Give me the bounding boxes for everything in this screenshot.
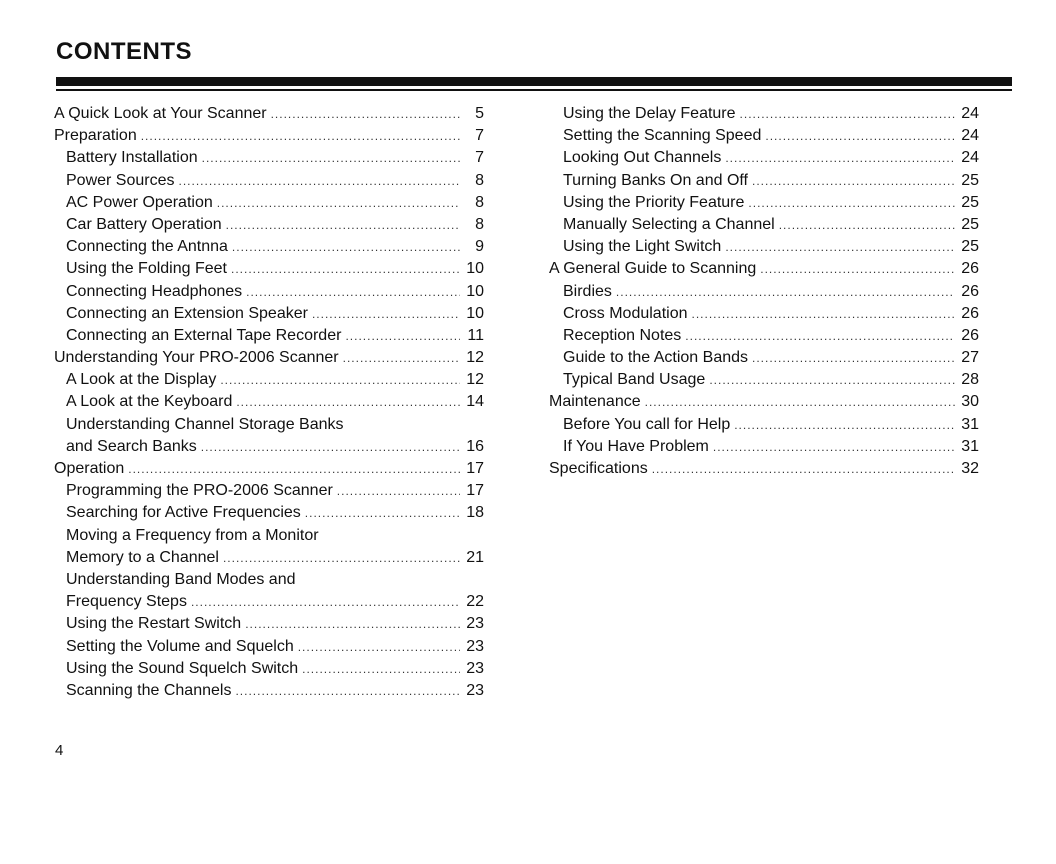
toc-entry-page: 28 (961, 371, 979, 389)
toc-entry-label: Manually Selecting a Channel (563, 215, 775, 233)
toc-entry-label: If You Have Problem (563, 437, 709, 455)
dot-leader (226, 214, 460, 236)
toc-entry-page: 8 (475, 193, 484, 211)
toc-entry-page: 32 (961, 460, 979, 477)
toc-entry[interactable] (52, 547, 484, 569)
dot-leader (734, 414, 955, 436)
toc-entry[interactable] (547, 303, 979, 325)
toc-entry[interactable] (547, 369, 979, 391)
toc-entry[interactable] (547, 458, 979, 480)
toc-entry-page: 23 (466, 681, 484, 699)
toc-entry-label: Typical Band Usage (563, 371, 706, 389)
dot-leader (201, 436, 460, 458)
toc-entry[interactable] (52, 281, 484, 303)
toc-entry[interactable] (52, 325, 484, 347)
toc-entry[interactable] (52, 369, 484, 391)
dot-leader (765, 125, 955, 147)
toc-entry-page: 14 (466, 393, 484, 411)
toc-entry[interactable] (52, 347, 484, 369)
toc-entry[interactable] (52, 414, 484, 436)
toc-entry-label: Maintenance (549, 393, 641, 411)
toc-entry-page: 12 (466, 371, 484, 389)
dot-leader (760, 258, 955, 280)
toc-entry-label: Connecting Headphones (66, 282, 243, 300)
toc-entry-label: Using the Light Switch (563, 238, 722, 256)
toc-entry-page: 30 (961, 393, 979, 411)
toc-entry[interactable] (547, 236, 979, 258)
dot-leader (298, 636, 460, 658)
toc-entry-page: 10 (466, 304, 484, 322)
toc-entry-label: Understanding Channel Storage Banks (66, 415, 344, 433)
toc-entry[interactable] (547, 414, 979, 436)
toc-entry-label: Looking Out Channels (563, 149, 722, 167)
toc-entry-page: 24 (961, 149, 979, 167)
toc-entry-page: 25 (961, 238, 979, 256)
toc-entry-label: Setting the Scanning Speed (563, 127, 762, 145)
dot-leader (141, 125, 460, 147)
toc-entry[interactable] (52, 214, 484, 236)
toc-entry-page: 25 (961, 171, 979, 189)
toc-entry[interactable] (52, 125, 484, 147)
toc-entry-label: Guide to the Action Bands (563, 349, 749, 367)
toc-entry[interactable] (52, 236, 484, 258)
toc-entry-label: Understanding Band Modes and (66, 570, 296, 588)
toc-entry-page: 31 (961, 437, 979, 455)
dot-leader (191, 591, 460, 613)
toc-entry[interactable] (52, 636, 484, 658)
toc-entry-label: A Look at the Keyboard (66, 393, 233, 411)
toc-entry-page: 26 (961, 326, 979, 344)
toc-entry-label: Using the Delay Feature (563, 105, 736, 122)
toc-entry-label: Searching for Active Frequencies (66, 504, 301, 522)
header-rule-thin (56, 89, 1012, 91)
toc-entry[interactable] (547, 170, 979, 192)
toc-entry-label: Before You call for Help (563, 415, 731, 433)
toc-entry-page: 11 (467, 326, 484, 344)
dot-leader (179, 170, 461, 192)
dot-leader (692, 303, 956, 325)
toc-entry-label: Using the Folding Feet (66, 260, 227, 278)
toc-entry-page: 17 (466, 482, 484, 500)
toc-entry-label: Scanning the Channels (66, 681, 232, 699)
toc-entry[interactable] (52, 170, 484, 192)
toc-entry[interactable] (547, 347, 979, 369)
toc-entry-label: Using the Restart Switch (66, 615, 242, 633)
toc-entry-page: 31 (961, 415, 979, 433)
toc-entry-page: 16 (466, 437, 484, 455)
toc-entry[interactable] (547, 325, 979, 347)
toc-entry[interactable] (547, 391, 979, 413)
dot-leader (235, 680, 460, 702)
toc-entry-page: 10 (466, 282, 484, 300)
dot-leader (752, 347, 955, 369)
dot-leader (271, 103, 460, 125)
dot-leader (343, 347, 460, 369)
toc-entry[interactable] (52, 502, 484, 524)
toc-entry-page: 8 (475, 215, 484, 233)
dot-leader (246, 281, 460, 303)
page-number: 4 (55, 742, 64, 759)
toc-entry-page: 8 (475, 171, 484, 189)
toc-entry[interactable] (547, 147, 979, 169)
toc-entry-page: 24 (961, 105, 979, 122)
toc-entry[interactable] (547, 281, 979, 303)
toc-entry-page: 7 (475, 149, 484, 167)
toc-entry[interactable] (52, 658, 484, 680)
toc-entry-page: 23 (466, 637, 484, 655)
toc-entry-label: A General Guide to Scanning (549, 260, 757, 278)
toc-entry-page: 12 (466, 349, 484, 367)
toc-entry-label: and Search Banks (66, 437, 197, 455)
toc-entry-label: Setting the Volume and Squelch (66, 637, 294, 655)
toc-entry-page: 7 (475, 127, 484, 145)
dot-leader (725, 236, 955, 258)
toc-entry[interactable] (547, 258, 979, 280)
toc-entry-page: 10 (466, 260, 484, 278)
toc-entry-label: AC Power Operation (66, 193, 213, 211)
toc-entry-label: Using the Sound Squelch Switch (66, 659, 299, 677)
toc-entry-page: 9 (475, 238, 484, 256)
toc-entry[interactable] (52, 480, 484, 502)
toc-entry[interactable] (52, 680, 484, 702)
toc-entry-page: 26 (961, 282, 979, 300)
toc-entry-page: 24 (961, 127, 979, 145)
dot-leader (220, 369, 460, 391)
dot-leader (305, 502, 460, 524)
toc-entry[interactable] (52, 192, 484, 214)
toc-entry[interactable] (547, 103, 979, 125)
toc-entry-label: Birdies (563, 282, 612, 300)
toc-entry-label: Battery Installation (66, 149, 198, 167)
toc-entry-page: 18 (466, 504, 484, 522)
dot-leader (740, 103, 955, 125)
toc-entry-label: Power Sources (66, 171, 175, 189)
header-rule-thick (56, 77, 1012, 86)
toc-entry[interactable] (52, 436, 484, 458)
toc-entry[interactable] (52, 569, 484, 591)
toc-entry-page: 25 (961, 193, 979, 211)
dot-leader (223, 547, 460, 569)
toc-entry[interactable] (52, 303, 484, 325)
toc-entry-label: Memory to a Channel (66, 548, 219, 566)
toc-entry-label: Turning Banks On and Off (563, 171, 748, 189)
dot-leader (616, 281, 955, 303)
dot-leader (713, 436, 955, 458)
dot-leader (779, 214, 955, 236)
toc-entry-label: Car Battery Operation (66, 215, 222, 233)
toc-entry-label: Understanding Your PRO-2006 Scanner (54, 349, 339, 367)
toc-entry-page: 5 (475, 105, 484, 122)
toc-entry[interactable] (52, 147, 484, 169)
dot-leader (752, 170, 955, 192)
dot-leader (217, 192, 460, 214)
toc-entry-label: Connecting the Antnna (66, 238, 228, 256)
dot-leader (725, 147, 955, 169)
toc-entry[interactable] (52, 458, 484, 480)
toc-entry-label: Using the Priority Feature (563, 193, 745, 211)
toc-right-column (547, 103, 979, 480)
toc-entry-page: 21 (466, 548, 484, 566)
contents-title: CONTENTS (56, 38, 192, 65)
toc-left-column (52, 103, 484, 702)
toc-entry-label: Operation (54, 460, 125, 477)
toc-entry[interactable] (547, 436, 979, 458)
dot-leader (202, 147, 460, 169)
dot-leader (685, 325, 955, 347)
dot-leader (709, 369, 955, 391)
toc-entry[interactable] (52, 103, 484, 125)
dot-leader (645, 391, 955, 413)
dot-leader (312, 303, 460, 325)
toc-entry-label: Connecting an External Tape Recorder (66, 326, 342, 344)
toc-entry-label: Connecting an Extension Speaker (66, 304, 308, 322)
toc-entry-page: 26 (961, 260, 979, 278)
dot-leader (236, 391, 460, 413)
dot-leader (232, 236, 460, 258)
toc-entry-page: 23 (466, 659, 484, 677)
toc-entry-label: Programming the PRO-2006 Scanner (66, 482, 333, 500)
toc-entry-page: 27 (961, 349, 979, 367)
toc-entry[interactable] (52, 591, 484, 613)
toc-entry-label: A Look at the Display (66, 371, 217, 389)
toc-entry-label: Frequency Steps (66, 593, 187, 611)
toc-entry[interactable] (52, 525, 484, 547)
toc-entry-label: Preparation (54, 127, 137, 145)
toc-entry-label: Moving a Frequency from a Monitor (66, 526, 319, 544)
dot-leader (302, 658, 460, 680)
toc-entry-page: 25 (961, 215, 979, 233)
toc-entry[interactable] (547, 192, 979, 214)
dot-leader (128, 458, 460, 480)
toc-entry-page: 23 (466, 615, 484, 633)
toc-entry-page: 17 (466, 460, 484, 477)
toc-entry[interactable] (52, 613, 484, 635)
toc-entry[interactable] (52, 391, 484, 413)
toc-entry-label: Specifications (549, 460, 648, 477)
toc-entry-page: 26 (961, 304, 979, 322)
dot-leader (345, 325, 460, 347)
toc-entry-label: A Quick Look at Your Scanner (54, 105, 267, 122)
toc-entry-label: Reception Notes (563, 326, 682, 344)
dot-leader (337, 480, 460, 502)
toc-entry[interactable] (547, 125, 979, 147)
dot-leader (748, 192, 955, 214)
toc-entry[interactable] (547, 214, 979, 236)
dot-leader (652, 458, 955, 480)
dot-leader (231, 258, 460, 280)
dot-leader (245, 613, 460, 635)
toc-entry-label: Cross Modulation (563, 304, 688, 322)
toc-entry-page: 22 (466, 593, 484, 611)
toc-entry[interactable] (52, 258, 484, 280)
